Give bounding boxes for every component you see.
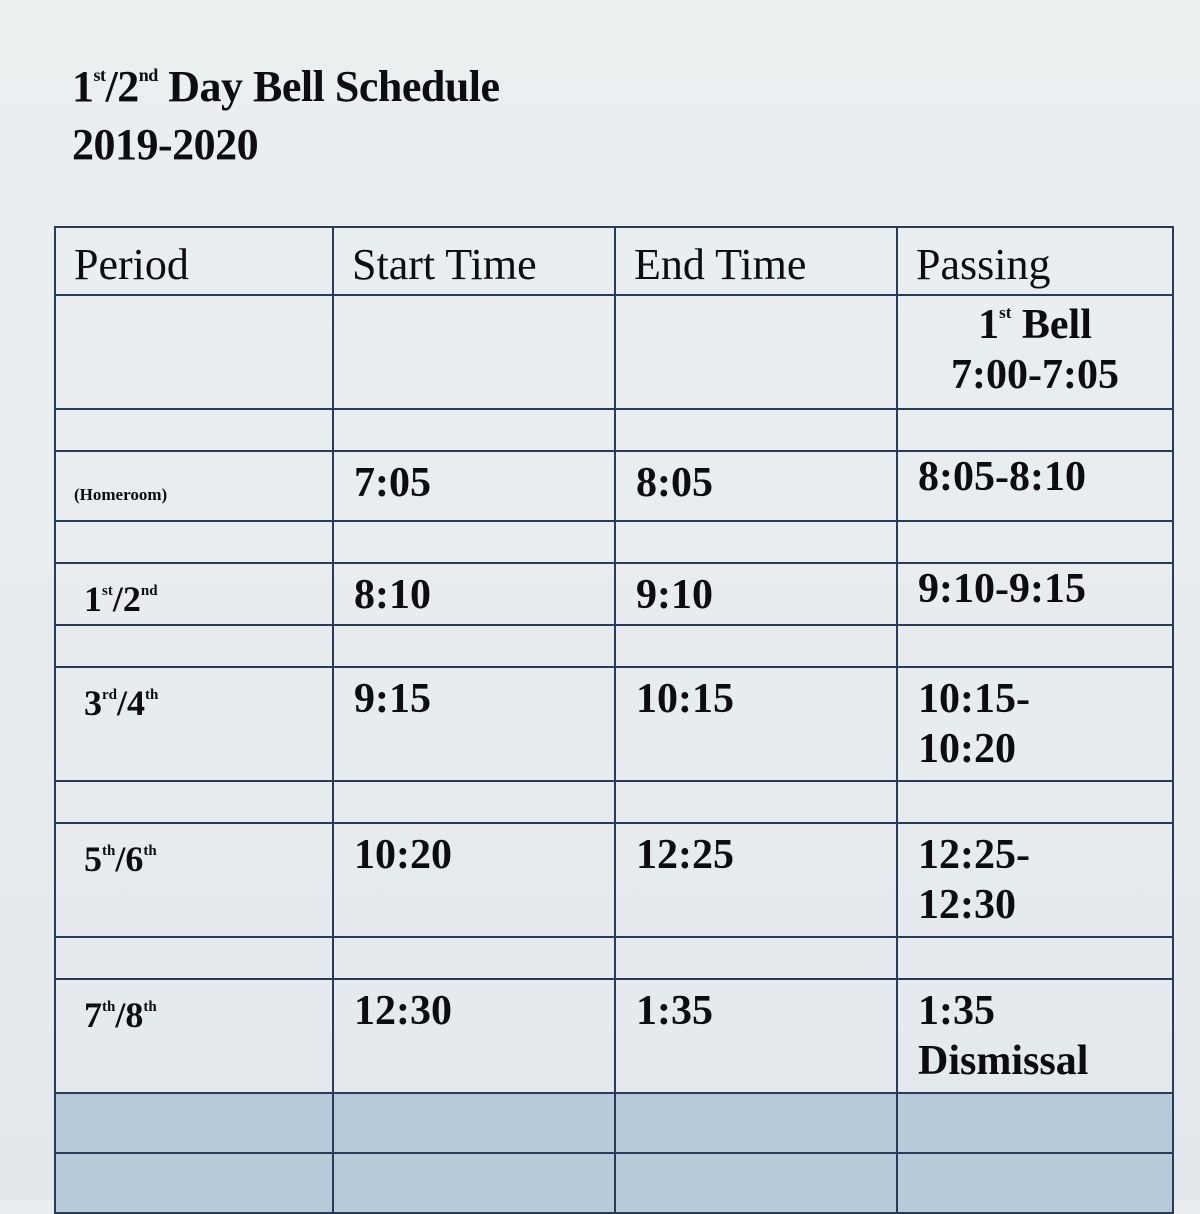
title-part: Day Bell Schedule bbox=[157, 62, 500, 111]
start-cell bbox=[333, 451, 615, 521]
table-cell bbox=[55, 409, 333, 451]
table-cell bbox=[897, 521, 1173, 563]
spacer-row bbox=[55, 521, 1173, 563]
period-superscript: th bbox=[145, 687, 159, 703]
passing-cell bbox=[897, 823, 1173, 937]
start-time: 12:30 bbox=[354, 988, 452, 1034]
spacer-row bbox=[55, 625, 1173, 667]
table-cell bbox=[897, 781, 1173, 823]
start-time: 8:10 bbox=[354, 572, 431, 618]
table-cell bbox=[55, 521, 333, 563]
end-cell bbox=[615, 667, 897, 781]
start-cell bbox=[333, 823, 615, 937]
period-number: 1 bbox=[84, 579, 102, 619]
start-time: 9:15 bbox=[354, 676, 431, 722]
first-bell-time: 7:00-7:05 bbox=[951, 352, 1119, 398]
table-cell bbox=[897, 1153, 1173, 1213]
end-time: 12:25 bbox=[636, 832, 734, 878]
period-number: 3 bbox=[84, 683, 102, 723]
table-cell bbox=[897, 937, 1173, 979]
passing-line: 9:10-9:15 bbox=[918, 566, 1086, 612]
table-cell bbox=[55, 1153, 333, 1213]
passing-line: 10:15- bbox=[918, 676, 1030, 722]
shaded-row bbox=[55, 1153, 1173, 1213]
table-cell bbox=[333, 781, 615, 823]
table-cell bbox=[333, 1093, 615, 1153]
passing-line: 10:20 bbox=[918, 726, 1016, 772]
spacer-row bbox=[55, 781, 1173, 823]
passing-time bbox=[898, 564, 1172, 614]
table-cell bbox=[333, 521, 615, 563]
title-superscript: nd bbox=[138, 65, 158, 85]
period-cell bbox=[55, 451, 333, 521]
passing-cell bbox=[897, 667, 1173, 781]
table-cell bbox=[615, 937, 897, 979]
end-time: 8:05 bbox=[636, 460, 713, 506]
header-period: Period bbox=[55, 227, 333, 295]
period-number: /2 bbox=[112, 579, 141, 619]
end-time: 10:15 bbox=[636, 676, 734, 722]
title-part: 1 bbox=[72, 62, 94, 111]
period-number: /4 bbox=[117, 683, 146, 723]
passing-line: Dismissal bbox=[918, 1038, 1089, 1084]
table-cell bbox=[333, 1153, 615, 1213]
period-number: 7 bbox=[84, 995, 102, 1035]
period-label bbox=[56, 668, 332, 728]
passing-cell bbox=[897, 451, 1173, 521]
period-superscript: st bbox=[102, 583, 113, 599]
table-cell bbox=[55, 295, 333, 409]
bell-schedule-table bbox=[54, 226, 1174, 1214]
period-label bbox=[56, 564, 332, 624]
table-cell bbox=[897, 1093, 1173, 1153]
period-cell bbox=[55, 979, 333, 1093]
period-label bbox=[56, 980, 332, 1040]
period-label bbox=[56, 824, 332, 884]
first-bell-number: 1 bbox=[978, 302, 1000, 348]
table-cell bbox=[55, 1093, 333, 1153]
table-cell bbox=[615, 625, 897, 667]
start-time: 10:20 bbox=[354, 832, 452, 878]
passing-line: 1:35 bbox=[918, 988, 995, 1034]
passing-cell bbox=[897, 979, 1173, 1093]
passing-time bbox=[898, 980, 1172, 1086]
table-cell bbox=[615, 781, 897, 823]
table-row-period-7-8 bbox=[55, 979, 1173, 1093]
table-row-period-3-4 bbox=[55, 667, 1173, 781]
table-cell bbox=[615, 1153, 897, 1213]
table-cell bbox=[897, 625, 1173, 667]
first-bell-row bbox=[55, 295, 1173, 409]
spacer-row bbox=[55, 409, 1173, 451]
title-line-1 bbox=[72, 58, 500, 116]
period-superscript: th bbox=[102, 999, 116, 1015]
table-cell bbox=[615, 295, 897, 409]
table-row-homeroom bbox=[55, 451, 1173, 521]
first-bell-cell bbox=[897, 295, 1173, 409]
table-cell bbox=[333, 409, 615, 451]
period-superscript: th bbox=[102, 843, 116, 859]
header-end-time: End Time bbox=[615, 227, 897, 295]
start-cell bbox=[333, 667, 615, 781]
title-superscript: st bbox=[93, 65, 106, 85]
table-cell bbox=[897, 409, 1173, 451]
table-cell bbox=[615, 521, 897, 563]
title-year: 2019-2020 bbox=[72, 120, 259, 169]
passing-time bbox=[898, 824, 1172, 930]
period-cell bbox=[55, 667, 333, 781]
period-number: /8 bbox=[115, 995, 144, 1035]
spacer-row bbox=[55, 937, 1173, 979]
table-row-period-1-2 bbox=[55, 563, 1173, 625]
table-cell bbox=[333, 937, 615, 979]
table-cell bbox=[55, 781, 333, 823]
table-cell bbox=[55, 937, 333, 979]
end-time: 9:10 bbox=[636, 572, 713, 618]
passing-time bbox=[898, 668, 1172, 774]
document-title bbox=[72, 58, 500, 174]
passing-line: 12:30 bbox=[918, 882, 1016, 928]
end-cell bbox=[615, 979, 897, 1093]
header-passing: Passing bbox=[897, 227, 1173, 295]
first-bell-superscript: st bbox=[999, 303, 1012, 322]
table-cell bbox=[333, 625, 615, 667]
shaded-row bbox=[55, 1093, 1173, 1153]
title-part: /2 bbox=[105, 62, 139, 111]
period-number: /6 bbox=[115, 839, 144, 879]
first-bell-label bbox=[898, 296, 1172, 350]
table-cell bbox=[55, 625, 333, 667]
passing-line: 12:25- bbox=[918, 832, 1030, 878]
header-start-time: Start Time bbox=[333, 227, 615, 295]
table-header-row bbox=[55, 227, 1173, 295]
period-superscript: rd bbox=[102, 687, 117, 703]
passing-cell bbox=[897, 563, 1173, 625]
period-label: (Homeroom) bbox=[74, 485, 168, 504]
table-cell bbox=[615, 409, 897, 451]
end-cell bbox=[615, 563, 897, 625]
end-time: 1:35 bbox=[636, 988, 713, 1034]
start-cell bbox=[333, 979, 615, 1093]
end-cell bbox=[615, 823, 897, 937]
passing-line: 8:05-8:10 bbox=[918, 454, 1086, 500]
table-row-period-5-6 bbox=[55, 823, 1173, 937]
period-superscript: th bbox=[143, 843, 157, 859]
start-cell bbox=[333, 563, 615, 625]
first-bell-word: Bell bbox=[1011, 302, 1092, 348]
period-superscript: nd bbox=[140, 583, 158, 599]
end-cell bbox=[615, 451, 897, 521]
table-cell bbox=[615, 1093, 897, 1153]
period-cell bbox=[55, 563, 333, 625]
table-cell bbox=[333, 295, 615, 409]
period-superscript: th bbox=[143, 999, 157, 1015]
period-number: 5 bbox=[84, 839, 102, 879]
passing-time bbox=[898, 452, 1172, 502]
period-cell bbox=[55, 823, 333, 937]
start-time: 7:05 bbox=[354, 460, 431, 506]
